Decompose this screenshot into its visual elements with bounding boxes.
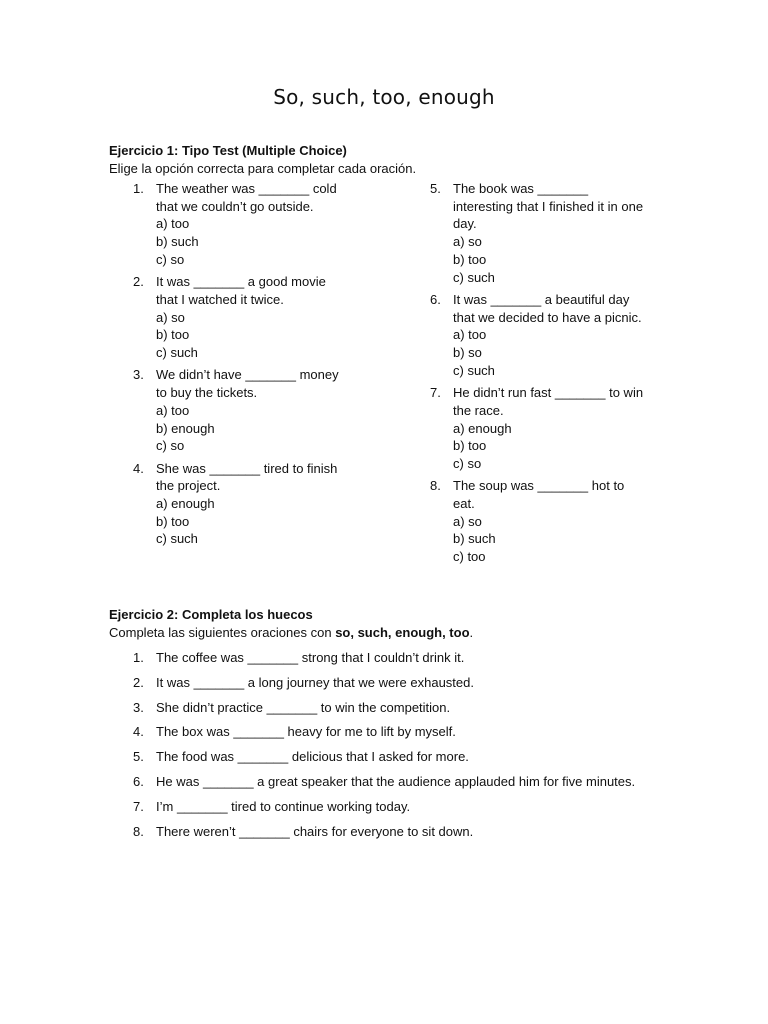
- question-number: 7.: [430, 385, 441, 401]
- option: c) too: [453, 549, 486, 565]
- question-text: He didn’t run fast _______ to win the race.: [453, 385, 644, 418]
- item-text: I’m _______ tired to continue working today.: [156, 798, 411, 814]
- option: c) such: [156, 345, 198, 361]
- option: c) so: [453, 455, 482, 471]
- option: b) enough: [156, 420, 215, 436]
- fill-item: [109, 773, 709, 798]
- question-number: 4.: [133, 460, 144, 476]
- mc-question: [406, 180, 646, 286]
- item-text: The food was _______ delicious that I asked for more.: [156, 749, 469, 765]
- option: c) such: [453, 269, 495, 285]
- mc-column-right: [406, 180, 646, 571]
- fill-item: [109, 699, 709, 724]
- question-text: It was _______ a beautiful day that we decided to have a picnic.: [453, 291, 642, 325]
- item-text: The coffee was _______ strong that I couldn’t drink it.: [156, 650, 465, 665]
- fill-item: [109, 748, 709, 773]
- fill-item: [109, 798, 709, 823]
- page-title: So, such, too, enough: [273, 85, 495, 109]
- option: b) too: [453, 251, 487, 267]
- instructions-prefix: Completa las siguientes oraciones con: [109, 624, 336, 640]
- mc-question: [109, 180, 349, 269]
- mc-question: [109, 366, 349, 455]
- item-number: 8.: [133, 823, 144, 839]
- item-text: There weren’t _______ chairs for everyone to sit down.: [156, 823, 474, 839]
- question-number: 1.: [133, 181, 144, 196]
- option: a) too: [156, 216, 190, 232]
- mc-question: [109, 273, 349, 362]
- item-text: He was _______ a great speaker that the audience applauded him for five minutes.: [156, 773, 636, 789]
- option: a) so: [453, 234, 482, 250]
- option: a) enough: [156, 496, 215, 512]
- option: c) such: [156, 531, 198, 547]
- question-number: 6.: [430, 291, 441, 307]
- option: b) such: [156, 234, 199, 250]
- option: a) so: [453, 513, 482, 529]
- item-number: 3.: [133, 699, 144, 715]
- item-text: The box was _______ heavy for me to lift by myself.: [156, 724, 456, 740]
- item-text: It was _______ a long journey that we were exhausted.: [156, 674, 474, 690]
- question-text: The book was _______ interesting that I finished it in one day.: [453, 181, 644, 232]
- option: c) so: [156, 251, 185, 267]
- fill-item: [109, 649, 709, 674]
- option: a) enough: [453, 420, 512, 436]
- exercise-2-instructions: [109, 624, 669, 642]
- mc-question: [406, 384, 646, 473]
- exercise-2-title: Ejercicio 2: Completa los huecos: [109, 607, 313, 622]
- fill-in-list: [109, 649, 709, 847]
- option: c) so: [156, 438, 185, 454]
- exercise-2-header: [109, 606, 669, 641]
- instructions-words: so, such, enough, too: [335, 624, 470, 640]
- option: b) too: [156, 327, 190, 343]
- exercise-1-title: Ejercicio 1: Tipo Test (Multiple Choice): [109, 143, 347, 158]
- question-text: The soup was _______ hot to eat.: [453, 478, 625, 512]
- option: b) too: [156, 513, 190, 529]
- option: a) too: [156, 402, 190, 418]
- item-text: She didn’t practice _______ to win the competition.: [156, 699, 451, 715]
- fill-item: [109, 723, 709, 748]
- question-number: 3.: [133, 367, 144, 383]
- question-text: The weather was _______ cold that we couldn’t go outside.: [156, 181, 337, 214]
- item-number: 1.: [133, 650, 144, 665]
- mc-column-left: [109, 180, 349, 553]
- option: c) such: [453, 362, 495, 378]
- question-number: 5.: [430, 181, 441, 196]
- option: b) so: [453, 345, 482, 361]
- question-text: She was _______ tired to finish the project.: [156, 460, 338, 494]
- fill-item: [109, 823, 709, 848]
- item-number: 6.: [133, 773, 144, 789]
- mc-question: [109, 460, 349, 549]
- item-number: 5.: [133, 749, 144, 765]
- fill-item: [109, 674, 709, 699]
- mc-question: [406, 291, 646, 380]
- question-text: We didn’t have _______ money to buy the tickets.: [156, 367, 339, 401]
- option: a) so: [156, 309, 185, 325]
- option: b) too: [453, 438, 487, 454]
- mc-question: [406, 477, 646, 566]
- exercise-1-header: [109, 142, 669, 177]
- question-text: It was _______ a good movie that I watched it twice.: [156, 274, 326, 307]
- item-number: 7.: [133, 798, 144, 814]
- option: a) too: [453, 327, 487, 343]
- item-number: 4.: [133, 724, 144, 740]
- option: b) such: [453, 531, 496, 547]
- exercise-1-instructions: Elige la opción correcta para completar cada oración.: [109, 160, 417, 176]
- instructions-suffix: .: [469, 624, 474, 640]
- question-number: 2.: [133, 274, 144, 290]
- question-number: 8.: [430, 478, 441, 494]
- item-number: 2.: [133, 674, 144, 690]
